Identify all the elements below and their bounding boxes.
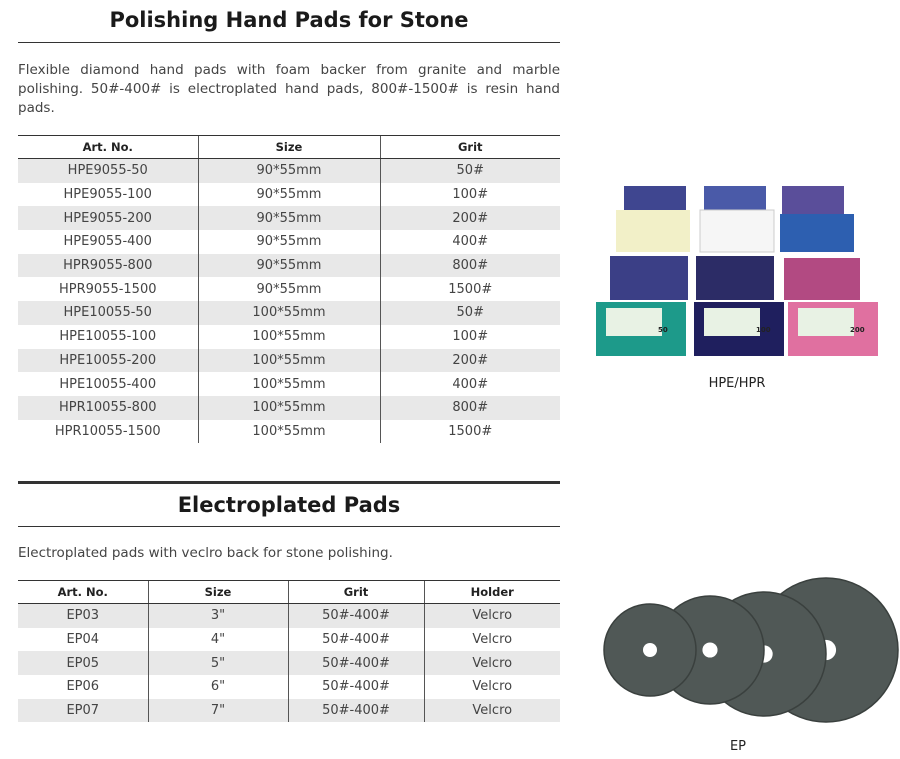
section1-description: Flexible diamond hand pads with foam backer from granite and marble polishing. 50#-400# is electroplated hand pads, 800#-1500# is resin hand pads.: [18, 62, 560, 116]
table-cell: 100#: [380, 183, 560, 207]
table-cell: 3": [148, 604, 288, 628]
hand-pad: [788, 302, 878, 356]
table-row: [18, 277, 560, 301]
table-row: [18, 183, 560, 207]
table-cell: HPE10055-100: [59, 329, 157, 345]
col-grit: Grit: [288, 581, 424, 604]
table-cell: 90*55mm: [198, 230, 380, 254]
table-cell: 200#: [380, 349, 560, 373]
col-grit: Grit: [380, 136, 560, 159]
hand-pad-grit-label: 200: [850, 326, 865, 334]
table-cell: HPE10055-200: [18, 349, 198, 373]
table-cell: 400#: [380, 230, 560, 254]
table-cell: 4": [148, 628, 288, 652]
table-cell: 6": [148, 675, 288, 699]
electroplated-pads-table: [18, 580, 560, 722]
table-cell: HPR10055-1500: [54, 423, 161, 439]
table-cell: 200#: [380, 206, 560, 230]
hand-pad: [596, 302, 686, 356]
table-row: [18, 699, 560, 723]
table-cell: 50#: [380, 159, 560, 183]
table-row: [18, 230, 560, 254]
table-cell: EP03: [18, 604, 148, 628]
table-cell: Velcro: [424, 699, 560, 723]
table-cell: HPE9055-200: [18, 206, 198, 230]
table-cell: 5": [148, 651, 288, 675]
table-cell: HPE10055-400: [59, 376, 157, 392]
electroplated-pads-caption: EP: [729, 739, 747, 754]
table-cell: HPE9055-50: [18, 159, 198, 183]
table-cell: 100*55mm: [198, 349, 380, 373]
hand-pads-caption: HPE/HPR: [708, 376, 766, 391]
table-row: [18, 206, 560, 230]
table-cell: Velcro: [424, 675, 560, 699]
hand-pads-row-2: [616, 210, 854, 252]
table-cell: EP05: [18, 651, 148, 675]
table-cell: 100*55mm: [198, 420, 380, 444]
col-size: Size: [198, 136, 380, 159]
table-row: [18, 159, 560, 183]
table-cell: HPR9055-800: [18, 254, 198, 278]
col-holder: Holder: [424, 581, 560, 604]
table-cell: 1500#: [380, 420, 560, 444]
hand-pads-row-3: [610, 256, 860, 300]
table-cell: 50#-400#: [288, 628, 424, 652]
table-cell: 100*55mm: [198, 325, 380, 349]
table-cell: Velcro: [424, 651, 560, 675]
section2-description: Electroplated pads with veclro back for stone polishing.: [18, 545, 393, 561]
table-cell: 50#: [380, 301, 560, 325]
table-row: [18, 651, 560, 675]
hand-pads-table: [18, 135, 560, 443]
table-row: [18, 301, 560, 325]
table-cell: HPR10055-800: [18, 396, 198, 420]
table-row: [18, 254, 560, 278]
table-cell: HPE10055-50: [18, 301, 198, 325]
table-cell: 50#-400#: [288, 675, 424, 699]
table-row: [18, 325, 560, 349]
hand-pad: [694, 302, 784, 356]
hand-pad-grit-label: 100: [756, 326, 771, 334]
table-cell: 100*55mm: [198, 301, 380, 325]
table-cell: 50#-400#: [288, 699, 424, 723]
table-cell: 90*55mm: [198, 277, 380, 301]
table-cell: 50#-400#: [288, 651, 424, 675]
hand-pads-photo: [592, 178, 892, 368]
table-cell: 100#: [380, 325, 560, 349]
table-row: [18, 604, 560, 628]
table-cell: 800#: [380, 396, 560, 420]
table-cell: 50#-400#: [288, 604, 424, 628]
table-cell: HPR9055-1500: [58, 281, 157, 297]
table-row: [18, 420, 560, 444]
section2-top-rule: [18, 481, 560, 484]
table-cell: 800#: [380, 254, 560, 278]
section1-title-rule: [18, 42, 560, 43]
table-row: [18, 396, 560, 420]
table-row: [18, 675, 560, 699]
section1-title: Polishing Hand Pads for Stone: [109, 8, 469, 32]
section2-title-rule: [18, 526, 560, 527]
table-cell: 100*55mm: [198, 396, 380, 420]
col-art-no: Art. No.: [18, 581, 148, 604]
table-cell: Velcro: [424, 604, 560, 628]
table-cell: 90*55mm: [198, 183, 380, 207]
table-cell: 1500#: [380, 277, 560, 301]
table-cell: 90*55mm: [198, 254, 380, 278]
table-cell: 400#: [380, 372, 560, 396]
table-row: [18, 372, 560, 396]
table-cell: EP04: [66, 632, 100, 648]
col-art-no: Art. No.: [18, 136, 198, 159]
table-row: [18, 349, 560, 373]
electroplated-disc: [604, 604, 696, 696]
table-cell: 7": [148, 699, 288, 723]
hand-pad-grit-label: 50: [658, 326, 668, 334]
table-cell: EP07: [18, 699, 148, 723]
table-cell: Velcro: [424, 628, 560, 652]
table-cell: EP06: [66, 679, 100, 695]
table-row: [18, 628, 560, 652]
section2-title: Electroplated Pads: [177, 493, 401, 517]
col-size: Size: [148, 581, 288, 604]
table-cell: 90*55mm: [198, 206, 380, 230]
table-cell: 100*55mm: [198, 372, 380, 396]
table-cell: 90*55mm: [198, 159, 380, 183]
table-cell: HPE9055-100: [63, 187, 152, 203]
table-cell: HPE9055-400: [63, 234, 152, 250]
hand-pads-front-row: [596, 302, 878, 356]
electroplated-pads-photo: [598, 574, 900, 734]
